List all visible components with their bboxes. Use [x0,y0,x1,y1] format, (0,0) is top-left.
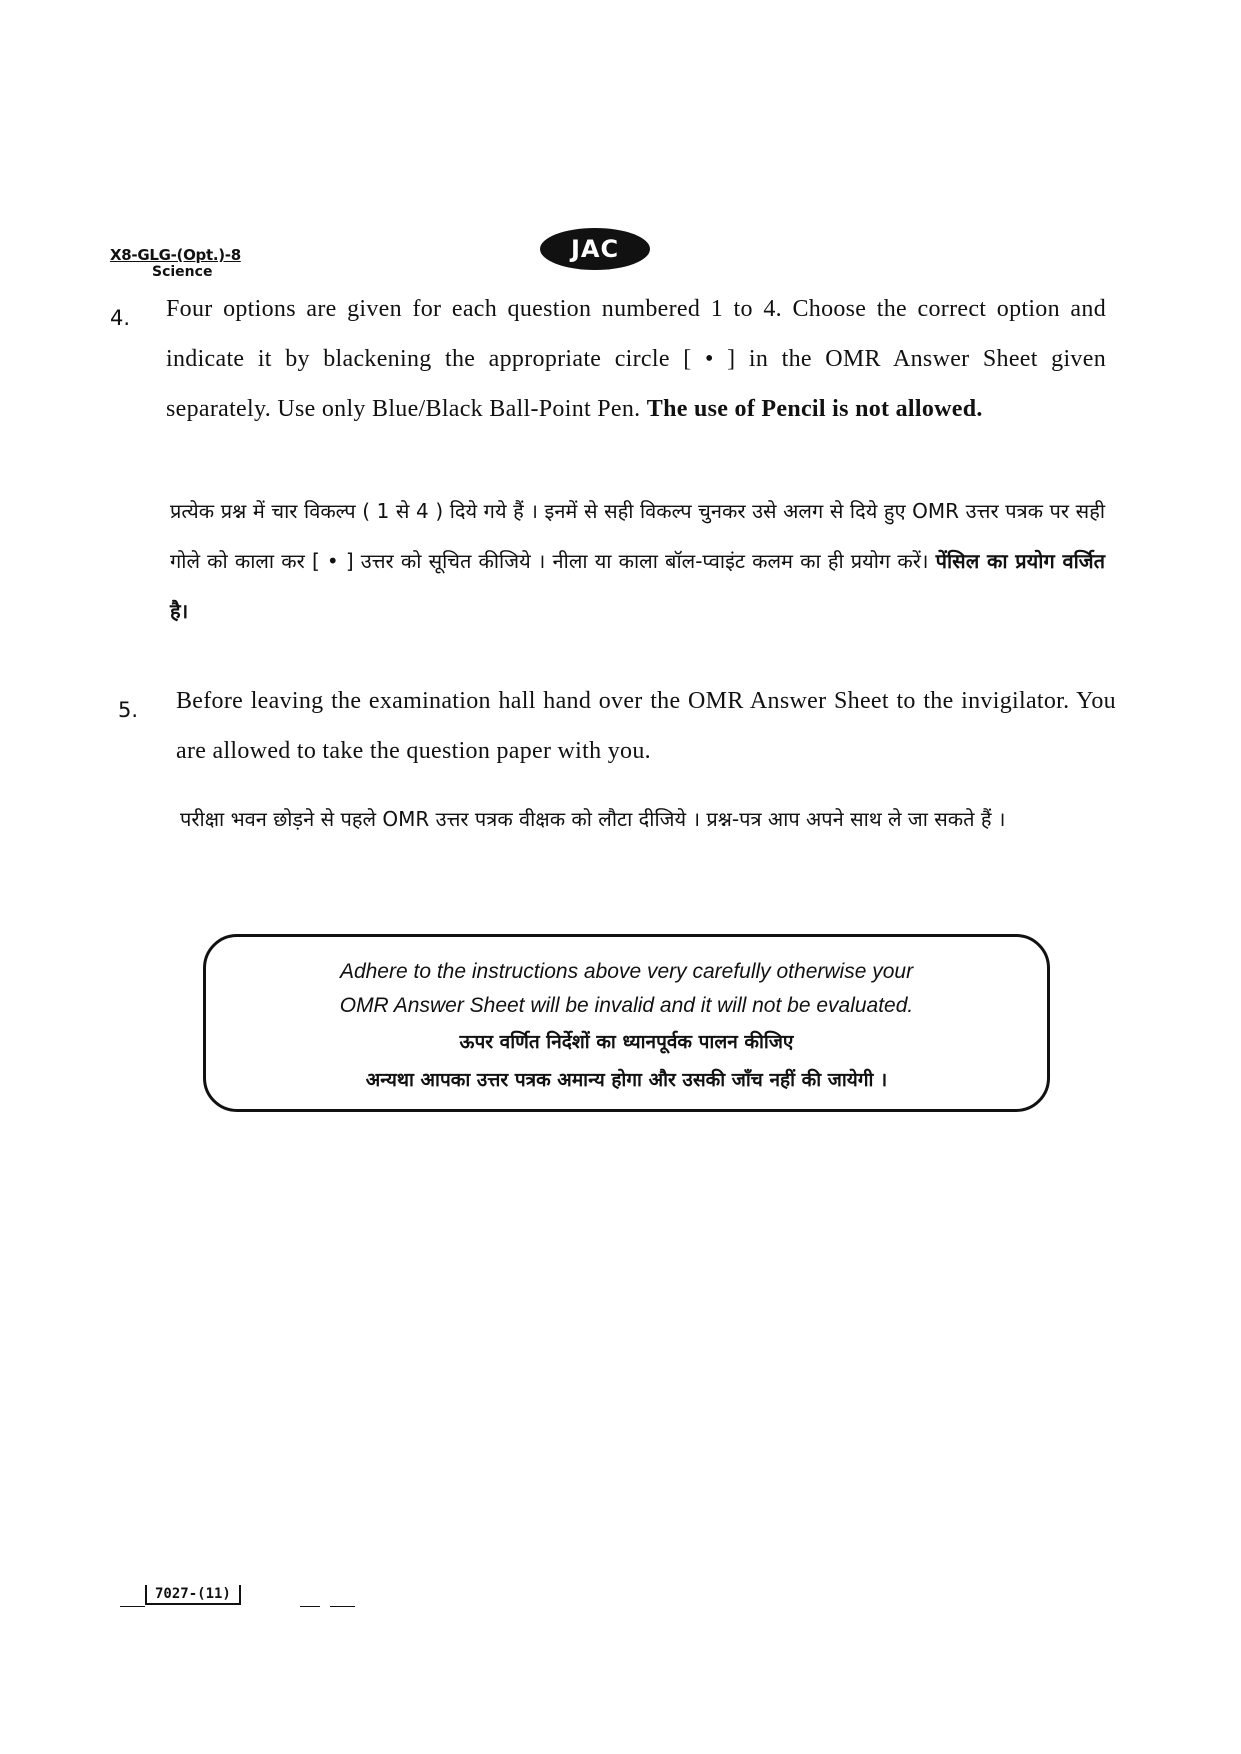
footer-code: 7027-(11) [145,1585,241,1605]
notice-line-4: अन्यथा आपका उत्तर पत्रक अमान्य होगा और उसकी जाँच नहीं की जायेगी । [365,1069,888,1091]
notice-line-2: OMR Answer Sheet will be invalid and it will not be evaluated. [339,994,914,1017]
jac-logo: JAC [540,228,650,270]
subject-label: Science [152,264,213,280]
notice-line-3: ऊपर वर्णित निर्देशों का ध्यानपूर्वक पालन कीजिए [459,1031,794,1053]
instruction-4-number: 4. [110,306,131,330]
warning-notice-box [203,934,1050,1112]
instruction-5-hindi-text: परीक्षा भवन छोड़ने से पहले OMR उत्तर पत्रक वीक्षक को लौटा दीजिये । प्रश्न-पत्र आप अपने साथ ले जा सकते हैं । [180,807,1006,831]
instruction-4-hindi-text: प्रत्येक प्रश्न में चार विकल्प ( 1 से 4 ) दिये गये हैं । इनमें से सही विकल्प चुनकर उसे अलग से दिये हुए OMR उत्तर पत्रक पर सही गोले को काला कर [ • ] उत्तर को सूचित कीजिये । नीला या काला बॉल-प्वाइंट कलम का ही प्रयोग करें। [170,499,1105,573]
instruction-5-english [176,676,1116,776]
notice-line-1: Adhere to the instructions above very carefully otherwise your [339,960,914,983]
footer-rule-left [120,1606,145,1607]
instruction-4-hindi-bold: पेंसिल का प्रयोग वर्जित है। [170,549,1106,623]
footer-rule-right-2 [330,1606,355,1607]
paper-code: X8-GLG-(Opt.)-8 [110,246,241,264]
instruction-5-number: 5. [118,698,139,722]
instruction-5-hindi [180,794,1115,844]
footer-rule-right-1 [300,1606,320,1607]
instruction-4-english-text: Four options are given for each question numbered 1 to 4. Choose the correct option and indicate it by blackening the appropriate circle [ • ] in the OMR Answer Sheet given separately. Use only Blue/Black Ball-Point Pen. [166,296,1106,422]
instruction-4-english [166,284,1106,434]
instruction-4-english-bold: The use of Pencil is not allowed. [646,396,983,422]
instruction-5-english-text: Before leaving the examination hall hand over the OMR Answer Sheet to the invigilator. You are allowed to take the question paper with you. [176,688,1116,764]
instruction-4-hindi [170,486,1105,636]
